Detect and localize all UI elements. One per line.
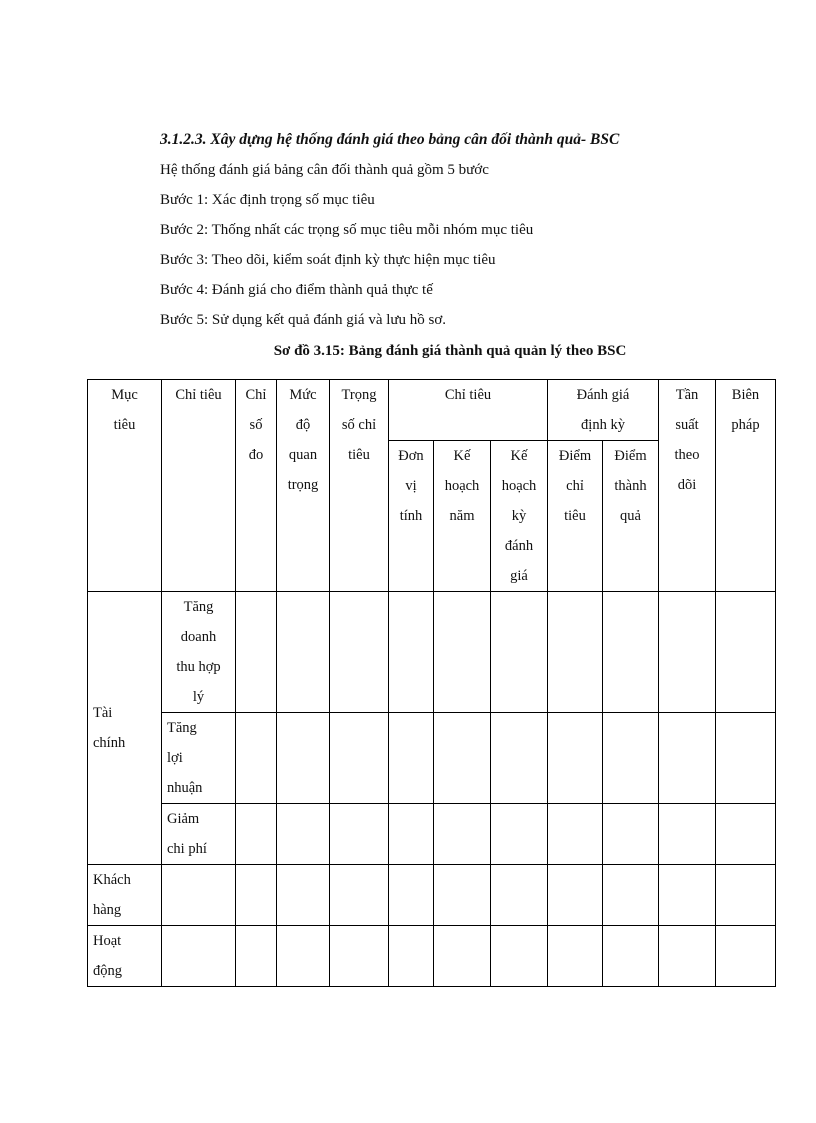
bsc-table [87,379,776,987]
header-chi-tieu-group: Chỉ tiêu [389,380,548,441]
table-row [88,804,776,865]
row-item: Tăng lợi nhuận [162,713,236,804]
step-3: Bước 3: Theo dõi, kiểm soát định kỳ thực hiện mục tiêu [160,252,496,268]
row-label-tai-chinh: Tài chính [88,592,162,865]
header-chi-tieu: Chỉ tiêu [162,380,236,592]
row-label-hoat-dong: Hoạt động [88,926,162,987]
step-4: Bước 4: Đánh giá cho điểm thành quả thực tế [160,282,433,298]
header-ke-hoach-ky: Kế hoạch kỳ đánh giá [491,441,548,592]
header-row-1 [88,380,776,441]
header-muc-tieu: Mục tiêu [88,380,162,592]
row-item: Tăng doanh thu hợp lý [162,592,236,713]
row-item: Giảm chi phí [162,804,236,865]
header-don-vi-tinh: Đơn vị tính [389,441,434,592]
table-caption: Sơ đồ 3.15: Bảng đánh giá thành quả quản lý theo BSC [273,343,627,359]
step-1: Bước 1: Xác định trọng số mục tiêu [160,192,375,208]
header-trong-so-chi-tieu: Trọng số chỉ tiêu [330,380,389,592]
header-diem-chi-tieu: Điểm chỉ tiêu [548,441,603,592]
header-muc-do-quan-trong: Mức độ quan trọng [277,380,330,592]
section-heading: 3.1.2.3. Xây dựng hệ thống đánh giá theo bảng cân đối thành quả- BSC [160,131,620,148]
header-diem-thanh-qua: Điểm thành quả [603,441,659,592]
step-5: Bước 5: Sử dụng kết quả đánh giá và lưu hồ sơ. [160,312,447,328]
header-bien-phap: Biên pháp [716,380,776,592]
table-row [88,592,776,713]
header-tan-suat: Tần suất theo dõi [659,380,716,592]
header-danh-gia-dinh-ky: Đánh giá định kỳ [548,380,659,441]
step-2: Bước 2: Thống nhất các trọng số mục tiêu mỗi nhóm mục tiêu [160,222,534,238]
intro-paragraph: Hệ thống đánh giá bảng cân đối thành quả gồm 5 bước [160,162,489,178]
table-row [88,865,776,926]
table-row [88,713,776,804]
header-chi-so-do: Chỉ số đo [236,380,277,592]
header-ke-hoach-nam: Kế hoạch năm [434,441,491,592]
table-row [88,926,776,987]
row-label-khach-hang: Khách hàng [88,865,162,926]
